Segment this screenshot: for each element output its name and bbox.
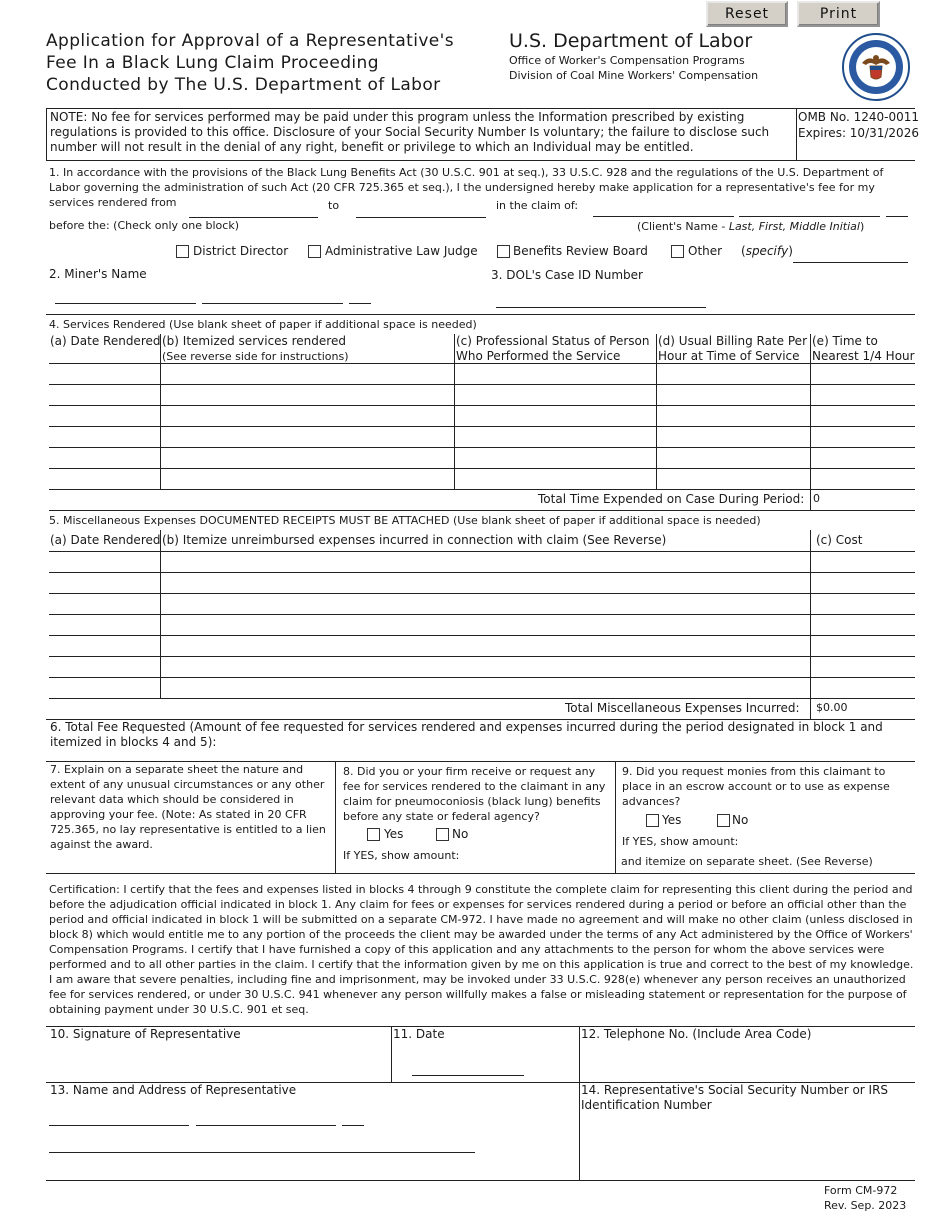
table-row[interactable] xyxy=(49,593,915,594)
signature-label: 10. Signature of Representative xyxy=(50,1027,241,1041)
case-id-label: 3. DOL's Case ID Number xyxy=(491,268,643,282)
privacy-note: NOTE: No fee for services performed may be paid under this program unless the Information prescribed by existing regulations is provided to this office. Disclosure of your Social Security Number Is voluntary; the failure to disclose such number will not result in the denial of any right, benefit or privilege to which an Individual may be entitled. xyxy=(50,110,770,154)
certification-text: Certification: I certify that the fees and expenses listed in blocks 4 through 9 constitute the complete claim for representing this client during the period and before the adjudication official indicated in block 1. Any claim for fees or expenses for services rendered during a period or before an official other than the period and official indicated in block 1 will be submitted on a separate CM-972. I have made no agreement and will make no other claim (unless disclosed in block 8) which would entitle me to any portion of the proceeds the client may be awarded under the terms of any Act administered by the Office of Workers' Compensation Programs. I certify that I have furnished a copy of this application and any attachments to the person for whom the above services were performed and to all other parties in the claim. I certify that the information given by me on this application is true and correct to the best of my knowledge. I am aware that severe penalties, including fine and imprisonment, may be invoked under 33 U.S.C. 928(e) whenever any person receives an unauthorized fee for services rendered, or under 30 U.S.C. 941 whenever any person willfully makes a false or misleading statement or representation for the purpose of obtaining payment under 30 U.S.C. 901 et seq. xyxy=(49,883,914,1016)
service-to-field[interactable] xyxy=(356,217,486,218)
brb-checkbox[interactable] xyxy=(497,245,510,258)
client-first-name-field[interactable] xyxy=(739,216,880,217)
alj-checkbox[interactable] xyxy=(308,245,321,258)
table-row[interactable] xyxy=(49,614,915,615)
alj-label: Administrative Law Judge xyxy=(325,244,478,258)
telephone-label: 12. Telephone No. (Include Area Code) xyxy=(581,1027,812,1041)
specify-prefix: ( xyxy=(741,244,746,258)
client-caption-prefix: (Client's Name - xyxy=(637,220,729,233)
table-row[interactable] xyxy=(49,468,915,469)
b4-col-status: (c) Professional Status of Person xyxy=(456,334,650,348)
specify-caption xyxy=(741,244,793,259)
b4-col-rate-2: Hour at Time of Service xyxy=(658,349,800,363)
other-checkbox[interactable] xyxy=(671,245,684,258)
rep-last-name-field[interactable] xyxy=(49,1125,189,1126)
rep-address-field[interactable] xyxy=(49,1152,475,1153)
form-number: Form CM-972 xyxy=(824,1184,898,1197)
table-row[interactable] xyxy=(49,405,915,406)
b9-no-label: No xyxy=(732,813,749,827)
omb-number: OMB No. 1240-0011 xyxy=(798,110,919,124)
table-row[interactable] xyxy=(49,656,915,657)
b4-col-date: (a) Date Rendered xyxy=(50,334,161,348)
b4-col-time-2: Nearest 1/4 Hour xyxy=(812,349,915,363)
total-expenses-label: Total Miscellaneous Expenses Incurred: xyxy=(565,701,800,715)
form-title-line: Conducted by The U.S. Department of Labor xyxy=(46,75,441,95)
miner-last-name-field[interactable] xyxy=(55,303,196,304)
agency-name: U.S. Department of Labor xyxy=(509,30,753,52)
table-row[interactable] xyxy=(49,572,915,573)
table-row[interactable] xyxy=(49,384,915,385)
division-name: Division of Coal Mine Workers' Compensation xyxy=(509,69,759,82)
table-row[interactable] xyxy=(49,698,915,699)
block7-text: 7. Explain on a separate sheet the nature and extent of any unusual circumstances or any other relevant data which should be considered in approving your fee. (Note: As stated in 20 CFR 725.365, no lay representative is entitled to a lien against the award. xyxy=(50,763,326,851)
client-caption-italic: Last, First, Middle Initial xyxy=(728,220,860,233)
to-label: to xyxy=(328,199,340,212)
case-id-field[interactable] xyxy=(496,307,706,308)
b8-no-label: No xyxy=(452,827,469,841)
rep-middle-initial-field[interactable] xyxy=(342,1125,364,1126)
b9-no-checkbox[interactable] xyxy=(717,814,730,827)
b8-no-checkbox[interactable] xyxy=(436,828,449,841)
b4-col-rate: (d) Usual Billing Rate Per xyxy=(658,334,807,348)
block6-text: 6. Total Fee Requested (Amount of fee requested for services rendered and expenses incurred during the period designated in block 1 and itemized in blocks 4 and 5): xyxy=(50,720,883,749)
b5-col-date: (a) Date Rendered xyxy=(50,533,161,547)
miner-name-label: 2. Miner's Name xyxy=(49,267,147,281)
rep-first-name-field[interactable] xyxy=(196,1125,336,1126)
form-revision: Rev. Sep. 2023 xyxy=(824,1199,907,1212)
b8-yes-checkbox[interactable] xyxy=(367,828,380,841)
total-time-value[interactable]: 0 xyxy=(813,492,820,505)
table-row[interactable] xyxy=(49,426,915,427)
block1-text: 1. In accordance with the provisions of the Black Lung Benefits Act (30 U.S.C. 901 at seq.), 33 U.S.C. 928 and the regulations of the U.S. Department of Labor governing the administration of such Act (20 CFR 725.365 et seq.), I the undersigned hereby make application for a representative's fee for my services rendered from xyxy=(49,166,884,209)
client-name-caption xyxy=(637,219,864,234)
in-claim-label: in the claim of: xyxy=(496,199,579,212)
form-title-line: Application for Approval of a Representative's xyxy=(46,31,454,51)
before-label: before the: (Check only one block) xyxy=(49,219,239,232)
brb-label: Benefits Review Board xyxy=(513,244,648,258)
b9-itemize-label: and itemize on separate sheet. (See Reverse) xyxy=(621,855,873,868)
name-address-label: 13. Name and Address of Representative xyxy=(50,1083,297,1097)
client-last-name-field[interactable] xyxy=(593,216,734,217)
table-row[interactable] xyxy=(49,635,915,636)
form-title xyxy=(46,30,476,96)
total-time-label: Total Time Expended on Case During Period: xyxy=(538,492,805,506)
b4-col-services: (b) Itemized services rendered xyxy=(162,334,346,348)
table-row[interactable] xyxy=(49,677,915,678)
ssn-label: 14. Representative's Social Security Number or IRS Identification Number xyxy=(581,1083,889,1112)
client-caption-suffix: ) xyxy=(859,220,865,233)
reset-button[interactable]: Reset xyxy=(706,1,788,27)
print-button[interactable]: Print xyxy=(797,1,880,27)
date-field[interactable] xyxy=(412,1075,524,1076)
miner-first-name-field[interactable] xyxy=(202,303,343,304)
b9-amount-label: If YES, show amount: xyxy=(622,835,739,848)
date-label: 11. Date xyxy=(393,1027,445,1041)
b5-col-itemize: (b) Itemize unreimbursed expenses incurred in connection with claim (See Reverse) xyxy=(162,533,667,547)
b9-yes-checkbox[interactable] xyxy=(646,814,659,827)
b8-yes-label: Yes xyxy=(384,827,404,841)
b4-col-status-2: Who Performed the Service xyxy=(456,349,621,363)
total-expenses-value[interactable]: $0.00 xyxy=(816,701,848,714)
table-row[interactable] xyxy=(49,447,915,448)
block5-heading: 5. Miscellaneous Expenses DOCUMENTED RECEIPTS MUST BE ATTACHED (Use blank sheet of paper if additional space is needed) xyxy=(49,514,761,527)
b4-col-time: (e) Time to xyxy=(812,334,878,348)
client-middle-initial-field[interactable] xyxy=(886,216,908,217)
b9-yes-label: Yes xyxy=(662,813,682,827)
specify-suffix: ) xyxy=(788,244,793,258)
form-title-line: Fee In a Black Lung Claim Proceeding xyxy=(46,53,379,73)
district-director-checkbox[interactable] xyxy=(176,245,189,258)
office-name: Office of Worker's Compensation Programs xyxy=(509,54,745,67)
block4-heading: 4. Services Rendered (Use blank sheet of paper if additional space is needed) xyxy=(49,318,477,331)
b5-col-cost: (c) Cost xyxy=(816,533,863,547)
expiration-date: Expires: 10/31/2026 xyxy=(798,126,919,140)
b8-amount-label: If YES, show amount: xyxy=(343,849,460,862)
dol-seal-icon xyxy=(842,29,910,105)
block8-text: 8. Did you or your firm receive or request any fee for services rendered to the claimant in any claim for pneumoconiosis (black lung) benefits before any state or federal agency? xyxy=(343,765,606,823)
other-specify-field[interactable] xyxy=(793,262,908,263)
block9-text: 9. Did you request monies from this claimant to place in an escrow account or to use as expense advances? xyxy=(622,765,890,808)
miner-middle-initial-field[interactable] xyxy=(349,303,371,304)
table-row[interactable] xyxy=(49,489,915,490)
b4-col-services-note: (See reverse side for instructions) xyxy=(162,350,349,363)
district-director-label: District Director xyxy=(193,244,289,258)
specify-italic: specify xyxy=(745,244,789,258)
other-label: Other xyxy=(688,244,723,258)
